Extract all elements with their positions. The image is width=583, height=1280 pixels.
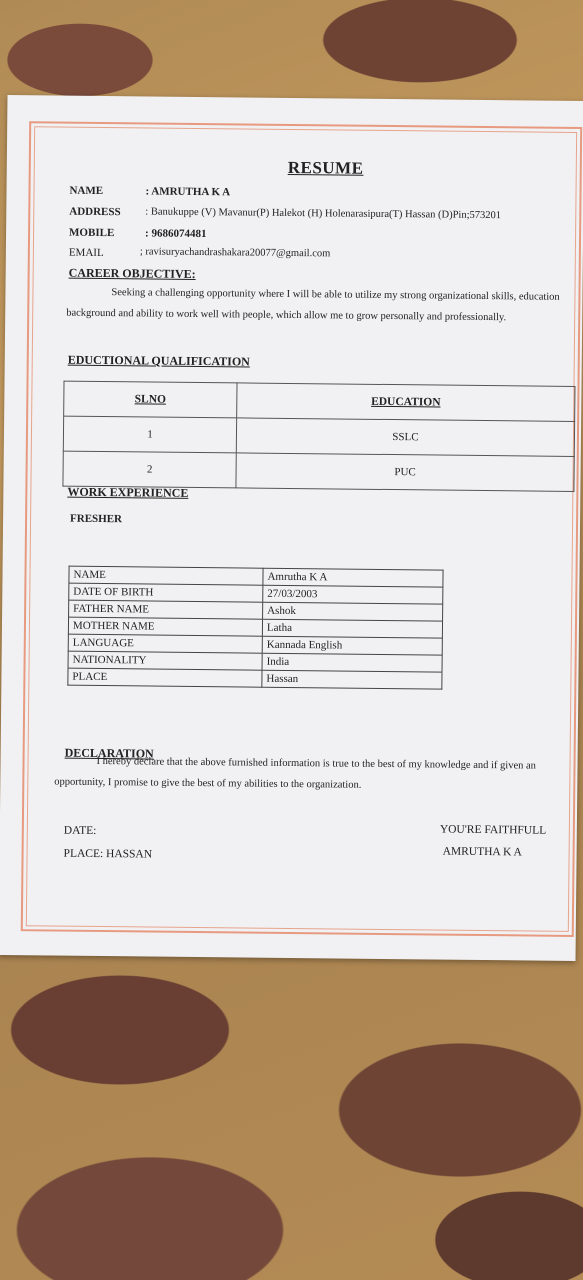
resume-title: RESUME [287,157,364,178]
table-row [63,416,574,456]
detail-label: NATIONALITY [68,651,262,670]
education-cell: SSLC [236,418,574,457]
detail-value: Ashok [263,602,443,621]
detail-value: Kannada English [262,636,442,655]
mobile-value: : 9686074481 [145,227,207,241]
name-value: : AMRUTHA K A [145,185,231,199]
slno-cell: 2 [63,451,236,488]
education-cell: PUC [236,453,574,492]
education-header: EDUCATION [237,383,575,422]
table-row [64,381,575,421]
declaration-text: I hereby declare that the above furnished information is true to the best of my knowledge and if given an opportunity, I promise to give the best of my abilities to the organization. [54,755,536,791]
detail-value: India [262,653,442,672]
slno-header: SLNO [64,381,237,418]
work-experience-heading: WORK EXPERIENCE [67,484,189,500]
detail-label: NAME [69,566,263,585]
detail-value: Latha [262,619,442,638]
name-label: NAME [69,184,104,198]
resume-paper [0,95,583,961]
address-value: : Banukuppe (V) Mavanur(P) Halekot (H) Holenarasipura(T) Hassan (D)Pin;573201 [145,206,502,222]
address-label: ADDRESS [69,205,121,219]
detail-label: DATE OF BIRTH [69,583,263,602]
education-heading: EDUCTIONAL QUALIFICATION [67,352,250,369]
place-label: PLACE: HASSAN [63,847,153,861]
detail-label: PLACE [68,668,262,687]
closing-text: YOU'RE FAITHFULL [439,823,547,837]
detail-value: 27/03/2003 [263,585,443,604]
declaration-heading: DECLARATION [64,745,154,761]
work-experience-value: FRESHER [70,512,123,526]
detail-label: LANGUAGE [68,634,262,653]
detail-value: Amrutha K A [263,568,443,587]
detail-value: Hassan [262,670,442,689]
date-label: DATE: [63,824,97,837]
detail-label: FATHER NAME [69,600,263,619]
education-table [62,381,575,492]
signature-name: AMRUTHA K A [442,845,522,859]
slno-cell: 1 [63,416,236,453]
table-row [68,668,442,689]
mobile-label: MOBILE [69,226,115,240]
career-objective-text: Seeking a challenging opportunity where I will be able to utilize my strong organizational skills, education background and ability to work well with people, which allow me to grow personally and professionally. [66,287,560,324]
career-objective-heading: CAREER OBJECTIVE: [68,265,196,281]
email-label: EMAIL [68,246,104,260]
detail-label: MOTHER NAME [68,617,262,636]
personal-details-table [67,566,443,690]
email-value: ; ravisuryachandrashakara20077@gmail.com [139,246,331,260]
